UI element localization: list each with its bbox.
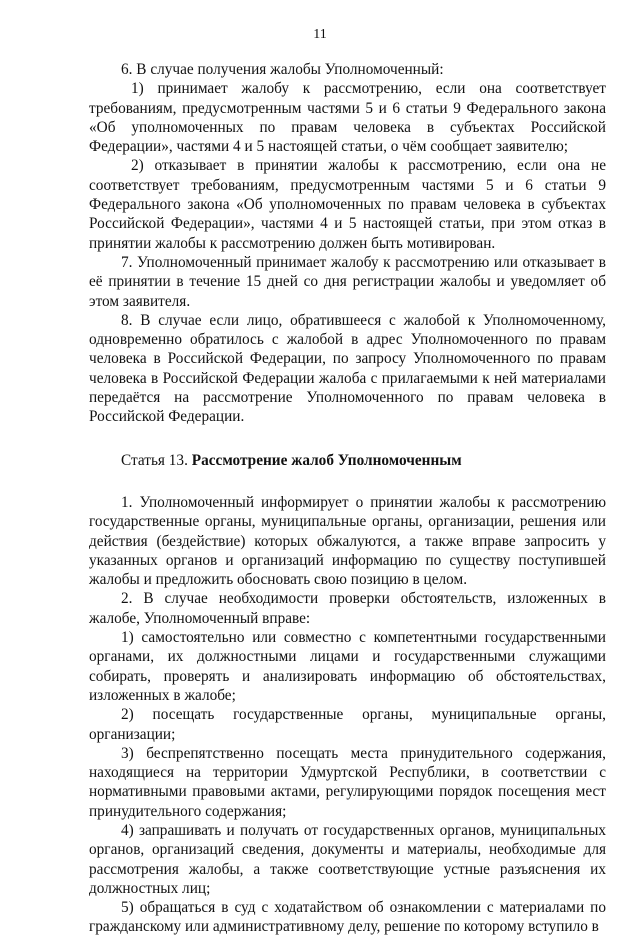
- article-13-title: Рассмотрение жалоб Уполномоченным: [191, 451, 462, 469]
- article-13-item-1: 1) самостоятельно или совместно с компетентными государственными органами, их должностными лицами и государственными служащими собирать, проверять и анализировать информацию об обстоятельствах, изложенных в жалобе;: [89, 629, 606, 704]
- article-13-prefix: Статья 13.: [121, 451, 188, 469]
- page-number: 11: [313, 27, 327, 42]
- article-13-heading: [89, 451, 606, 470]
- paragraph-8: 8. В случае если лицо, обратившееся с жалобой к Уполномоченному, одновременно обратилось с жалобой в адрес Уполномоченного по правам человека в Российской Федерации, по запросу Уполномоченного по правам человека в Российской Федерации жалоба с прилагаемыми к ней материалами передаётся на рассмотрение Уполномоченного по правам человека в Российской Федерации.: [89, 311, 606, 426]
- paragraph-6-item-2: 2) отказывает в принятии жалобы к рассмотрению, если она не соответствует требованиям, предусмотренным частями 5 и 6 статьи 9 Федерального закона «Об уполномоченных по правам человека в субъектах Российской Федерации», частями 4 и 5 настоящей статьи, при этом отказ в принятии жалобы к рассмотрению должен быть мотивирован.: [89, 157, 606, 252]
- paragraph-6-item-1: 1) принимает жалобу к рассмотрению, если она соответствует требованиям, предусмотренным частями 5 и 6 статьи 9 Федерального закона «Об уполномоченных по правам человека в субъектах Российской Федерации», частями 4 и 5 настоящей статьи, о чём сообщает заявителю;: [89, 80, 606, 156]
- article-13-paragraph-2-intro: 2. В случае необходимости проверки обстоятельств, изложенных в жалобе, Уполномоченный вправе:: [89, 590, 606, 627]
- article-13-item-5: 5) обращаться в суд с ходатайством об ознакомлении с материалами по гражданскому или административному делу, решение по которому вступило в: [89, 899, 606, 936]
- paragraph-6-intro: 6. В случае получения жалобы Уполномоченный:: [121, 61, 444, 78]
- article-13-item-3: 3) беспрепятственно посещать места принудительного содержания, находящиеся на территории Удмуртской Республики, в соответствии с нормативными правовыми актами, регулирующими порядок посещения мест принудительного содержания;: [89, 744, 606, 820]
- article-13-item-2: 2) посещать государственные органы, муниципальные органы, организации;: [89, 706, 606, 743]
- document-body: [89, 60, 606, 937]
- paragraph-7: 7. Уполномоченный принимает жалобу к рассмотрению или отказывает в её принятии в течение 15 дней со дня регистрации жалобы и уведомляет об этом заявителя.: [89, 253, 606, 310]
- article-13-item-4: 4) запрашивать и получать от государственных органов, муниципальных органов, организаций сведения, документы и материалы, необходимые для рассмотрения жалобы, а также соответствующие устные разъяснения их должностных лиц;: [89, 821, 606, 897]
- article-13-paragraph-1: 1. Уполномоченный информирует о принятии жалобы к рассмотрению государственные органы, муниципальные органы, организации, решения или действия (бездействие) которых обжалуются, а также вправе запросить у указанных органов и организаций информацию по существу поступившей жалобы и предложить обосновать свою позицию в целом.: [89, 493, 606, 589]
